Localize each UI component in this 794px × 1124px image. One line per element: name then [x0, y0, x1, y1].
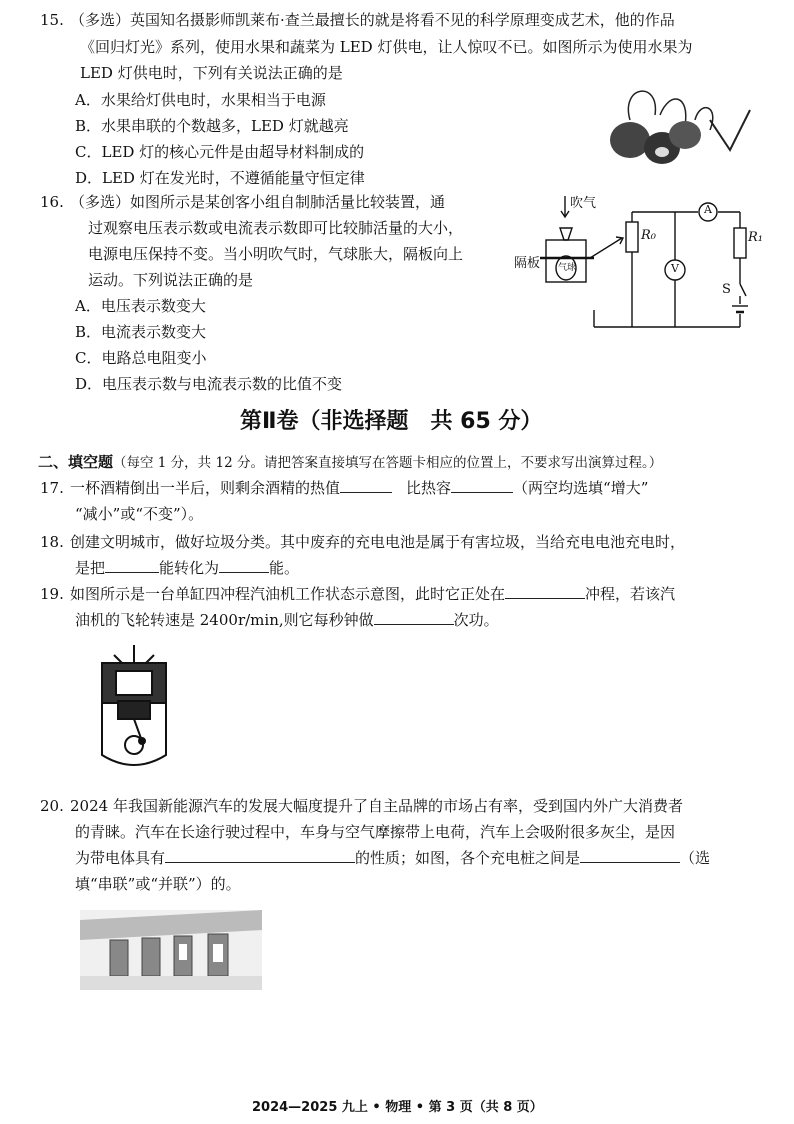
q16-option-c: C．电路总电阻变小 [75, 349, 207, 367]
led-lamp [710, 110, 750, 150]
q17-text-2: 比热容 [406, 479, 452, 497]
r1-label: R₁ [748, 230, 763, 245]
fill-in-heading: 二、填空题 [38, 453, 114, 471]
page-footer: 2024—2025 九上 • 物理 • 第 3 页（共 8 页） [252, 1100, 543, 1115]
ammeter-label: A [704, 203, 712, 216]
q20-number: 20. [40, 797, 64, 815]
q17-blank-1[interactable] [340, 478, 392, 493]
q15-option-d: D．LED 灯在发光时，不遵循能量守恒定律 [75, 169, 365, 187]
q17-number: 17. [40, 479, 64, 497]
q20-line4: 填“串联”或“并联”）的。 [75, 875, 241, 893]
lung-capacity-circuit-diagram [510, 192, 763, 342]
q18-line1: 创建文明城市，做好垃圾分类。其中废弃的充电电池是属于有害垃圾，当给充电电池充电时， [70, 533, 686, 551]
q20-blank-1[interactable] [165, 848, 355, 863]
section-2-title: 第Ⅱ卷（非选择题 共 65 分） [240, 409, 543, 434]
charging-piles-photo [80, 910, 262, 990]
q17-line2: “减小”或“不变”）。 [75, 505, 204, 523]
q19-text-4: 次功。 [453, 611, 499, 629]
q18-blank-1[interactable] [105, 558, 159, 573]
fruit-3 [669, 121, 701, 149]
q16-stem-line4: 运动。下列说法正确的是 [88, 271, 254, 289]
q19-line2 [75, 610, 499, 630]
q16-option-b: B．电流表示数变大 [75, 323, 207, 341]
q19-blank-1[interactable] [505, 584, 585, 599]
q16-stem-line2: 过观察电压表示数或电流表示数即可比较肺活量的大小， [88, 219, 464, 237]
q16-stem-line1: （多选）如图所示是某创客小组自制肺活量比较装置，通 [70, 193, 446, 211]
q17-line1 [70, 478, 648, 498]
fruit-1 [610, 122, 650, 158]
q18-text-2: 能转化为 [159, 559, 220, 577]
balloon-label: 气球 [558, 263, 577, 273]
q15-number: 15. [40, 11, 64, 29]
q19-line1 [70, 584, 675, 604]
switch-label: S [722, 282, 731, 297]
engine-cylinder-figure [94, 645, 174, 775]
q18-number: 18. [40, 533, 64, 551]
q15-stem-line3: LED 灯供电时，下列有关说法正确的是 [80, 64, 343, 82]
q19-number: 19. [40, 585, 64, 603]
q17-text-1: 一杯酒精倒出一半后，则剩余酒精的热值 [70, 479, 341, 497]
blow-label: 吹气 [570, 196, 597, 211]
q20-line3 [75, 848, 710, 868]
q16-number: 16. [40, 193, 64, 211]
fill-in-heading-row [38, 452, 662, 473]
q17-text-3: （两空均选填“增大” [513, 479, 649, 497]
q16-stem-line3: 电源电压保持不变。当小明吹气时，气球胀大，隔板向上 [88, 245, 464, 263]
q16-option-d: D．电压表示数与电流表示数的比值不变 [75, 375, 343, 393]
q15-stem-line2: 《回归灯光》系列，使用水果和蔬菜为 LED 灯供电，让人惊叹不已。如图所示为使用水果为 [80, 38, 693, 56]
q20-text-3: （选 [680, 849, 711, 867]
q19-blank-2[interactable] [374, 610, 454, 625]
q17-blank-2[interactable] [451, 478, 513, 493]
q18-blank-2[interactable] [219, 558, 269, 573]
q19-text-3: 油机的飞轮转速是 2400r/min,则它每秒钟做 [75, 611, 374, 629]
r0-label: R₀ [641, 228, 656, 243]
q19-text-1: 如图所示是一台单缸四冲程汽油机工作状态示意图，此时它正处在 [70, 585, 506, 603]
voltmeter-label: V [671, 262, 679, 275]
q16-option-a: A．电压表示数变大 [75, 297, 206, 315]
plate-label: 隔板 [514, 256, 541, 271]
q20-text-1: 为带电体具有 [75, 849, 166, 867]
q20-blank-2[interactable] [580, 848, 680, 863]
q15-option-a: A．水果给灯供电时，水果相当于电源 [75, 91, 326, 109]
fill-in-instructions: （每空 1 分，共 12 分。请把答案直接填写在答题卡相应的位置上，不要求写出演算过程。） [113, 455, 663, 471]
q18-text-1: 是把 [75, 559, 106, 577]
fruit-battery-figure [600, 80, 760, 170]
q18-text-3: 能。 [269, 559, 300, 577]
q19-text-2: 冲程，若该汽 [585, 585, 676, 603]
q20-text-2: 的性质；如图，各个充电桩之间是 [355, 849, 581, 867]
q20-line2: 的青睐。汽车在长途行驶过程中，车身与空气摩擦带上电荷，汽车上会吸附很多灰尘，是因 [75, 823, 676, 841]
q15-stem-line1: （多选）英国知名摄影师凯莱布·查兰最擅长的就是将看不见的科学原理变成艺术，他的作品 [70, 11, 675, 29]
q20-line1: 2024 年我国新能源汽车的发展大幅度提升了自主品牌的市场占有率，受到国内外广大消费者 [70, 797, 683, 815]
q15-option-c: C．LED 灯的核心元件是由超导材料制成的 [75, 143, 365, 161]
q18-line2 [75, 558, 299, 578]
q15-option-b: B．水果串联的个数越多，LED 灯就越亮 [75, 117, 349, 135]
